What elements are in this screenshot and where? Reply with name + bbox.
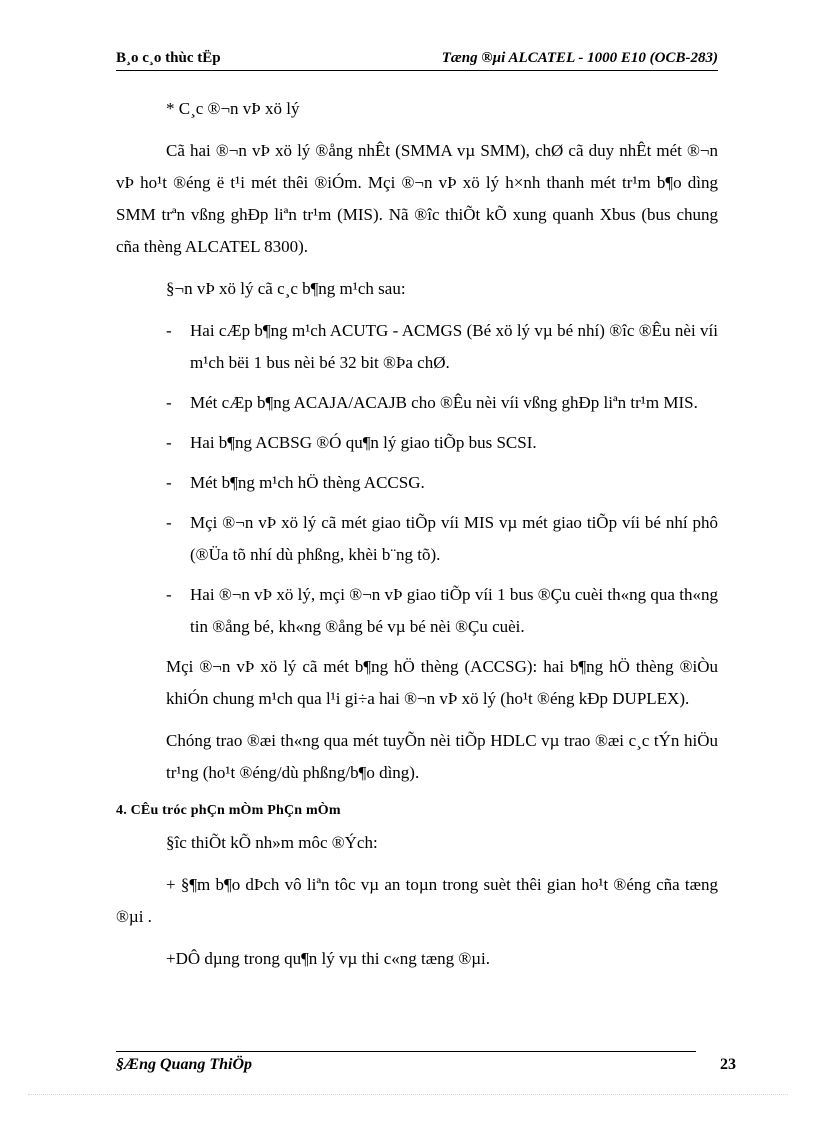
list-item: [116, 387, 718, 419]
list-item-text: Mçi ®¬n vÞ xö lý cã mét giao tiÕp víi MIS vµ mét giao tiÕp víi bé nhí phô (®Üa tõ nhí dù phßng, khèi b¨ng tõ).: [190, 513, 718, 564]
footer-divider: [116, 1051, 696, 1052]
list-dash: -: [166, 433, 172, 452]
list-item-text: Hai cÆp b¶ng m¹ch ACUTG - ACMGS (Bé xö lý vµ bé nhí) ®îc ®Êu nèi víi m¹ch bëi 1 bus nèi bé 32 bit ®Þa chØ.: [190, 321, 718, 372]
footer-author: §Æng Quang ThiÖp: [116, 1056, 253, 1073]
paragraph-system-board: Mçi ®¬n vÞ xö lý cã mét b¶ng hÖ thèng (ACCSG): hai b¶ng hÖ thèng ®iÒu khiÓn chung m¹ch qua l¹i gi÷a hai ®¬n vÞ xö lý (ho¹t ®éng kÐp DUPLEX).: [166, 657, 718, 708]
list-dash: -: [166, 513, 172, 532]
list-item: [116, 507, 718, 571]
list-dash: -: [166, 585, 172, 604]
page-bottom-divider: [28, 1094, 788, 1095]
page-header: [116, 50, 718, 71]
paragraph-boards-intro: §¬n vÞ xö lý cã c¸c b¶ng m¹ch sau:: [166, 279, 406, 298]
paragraph-design-goal-management: +DÔ dµng trong qu¶n lý vµ thi c«ng tæng ®µi.: [166, 949, 491, 968]
list-item: [116, 467, 718, 499]
list-item: [116, 579, 718, 643]
subheading-processing-units: * C¸c ®¬n vÞ xö lý: [166, 99, 300, 118]
header-document-subject: Tæng ®µi ALCATEL - 1000 E10 (OCB-283): [441, 50, 718, 66]
section-heading-software-structure: 4. CÊu tróc phÇn mÒm PhÇn mÒm: [116, 803, 341, 818]
list-item-text: Mét cÆp b¶ng ACAJA/ACAJB cho ®Êu nèi víi vßng ghÐp liªn tr¹m MIS.: [190, 393, 698, 412]
list-dash: -: [166, 321, 172, 340]
page-body: [116, 93, 718, 985]
paragraph-design-goal-continuity: + §¶m b¶o dÞch vô liªn tôc vµ an toµn trong suèt thêi gian ho¹t ®éng cña tæng ®µi .: [116, 875, 718, 926]
list-item-text: Hai ®¬n vÞ xö lý, mçi ®¬n vÞ giao tiÕp víi 1 bus ®Çu cuèi th«ng qua th«ng tin ®ång bé, kh«ng ®ång bé vµ bé nèi ®Çu cuèi.: [190, 585, 718, 636]
list-dash: -: [166, 393, 172, 412]
paragraph-hdlc-exchange: Chóng trao ®æi th«ng qua mét tuyÕn nèi tiÕp HDLC vµ trao ®æi c¸c tÝn hiÖu tr¹ng (ho¹t ®éng/dù phßng/b¶o dìng).: [166, 731, 718, 782]
paragraph-design-goals-intro: §îc thiÕt kÕ nh»m môc ®Ých:: [166, 833, 378, 852]
board-list: [116, 315, 718, 643]
header-report-title: B¸o c¸o thùc tËp: [116, 50, 221, 66]
list-item: [116, 315, 718, 379]
list-item: [116, 427, 718, 459]
list-item-text: Hai b¶ng ACBSG ®Ó qu¶n lý giao tiÕp bus SCSI.: [190, 433, 537, 452]
list-item-text: Mét b¶ng m¹ch hÖ thèng ACCSG.: [190, 473, 425, 492]
page-number: 23: [720, 1056, 736, 1073]
paragraph-processing-units-intro: Cã hai ®¬n vÞ xö lý ®ång nhÊt (SMMA vµ SMM), chØ cã duy nhÊt mét ®¬n vÞ ho¹t ®éng ë t¹i mét thêi ®iÓm. Mçi ®¬n vÞ xö lý h×nh thanh mét tr¹m b¶o dìng SMM trªn vßng ghÐp liªn tr¹m (MIS). Nã ®îc thiÕt kÕ xung quanh Xbus (bus chung cña thèng ALCATEL 8300).: [116, 141, 718, 256]
list-dash: -: [166, 473, 172, 492]
